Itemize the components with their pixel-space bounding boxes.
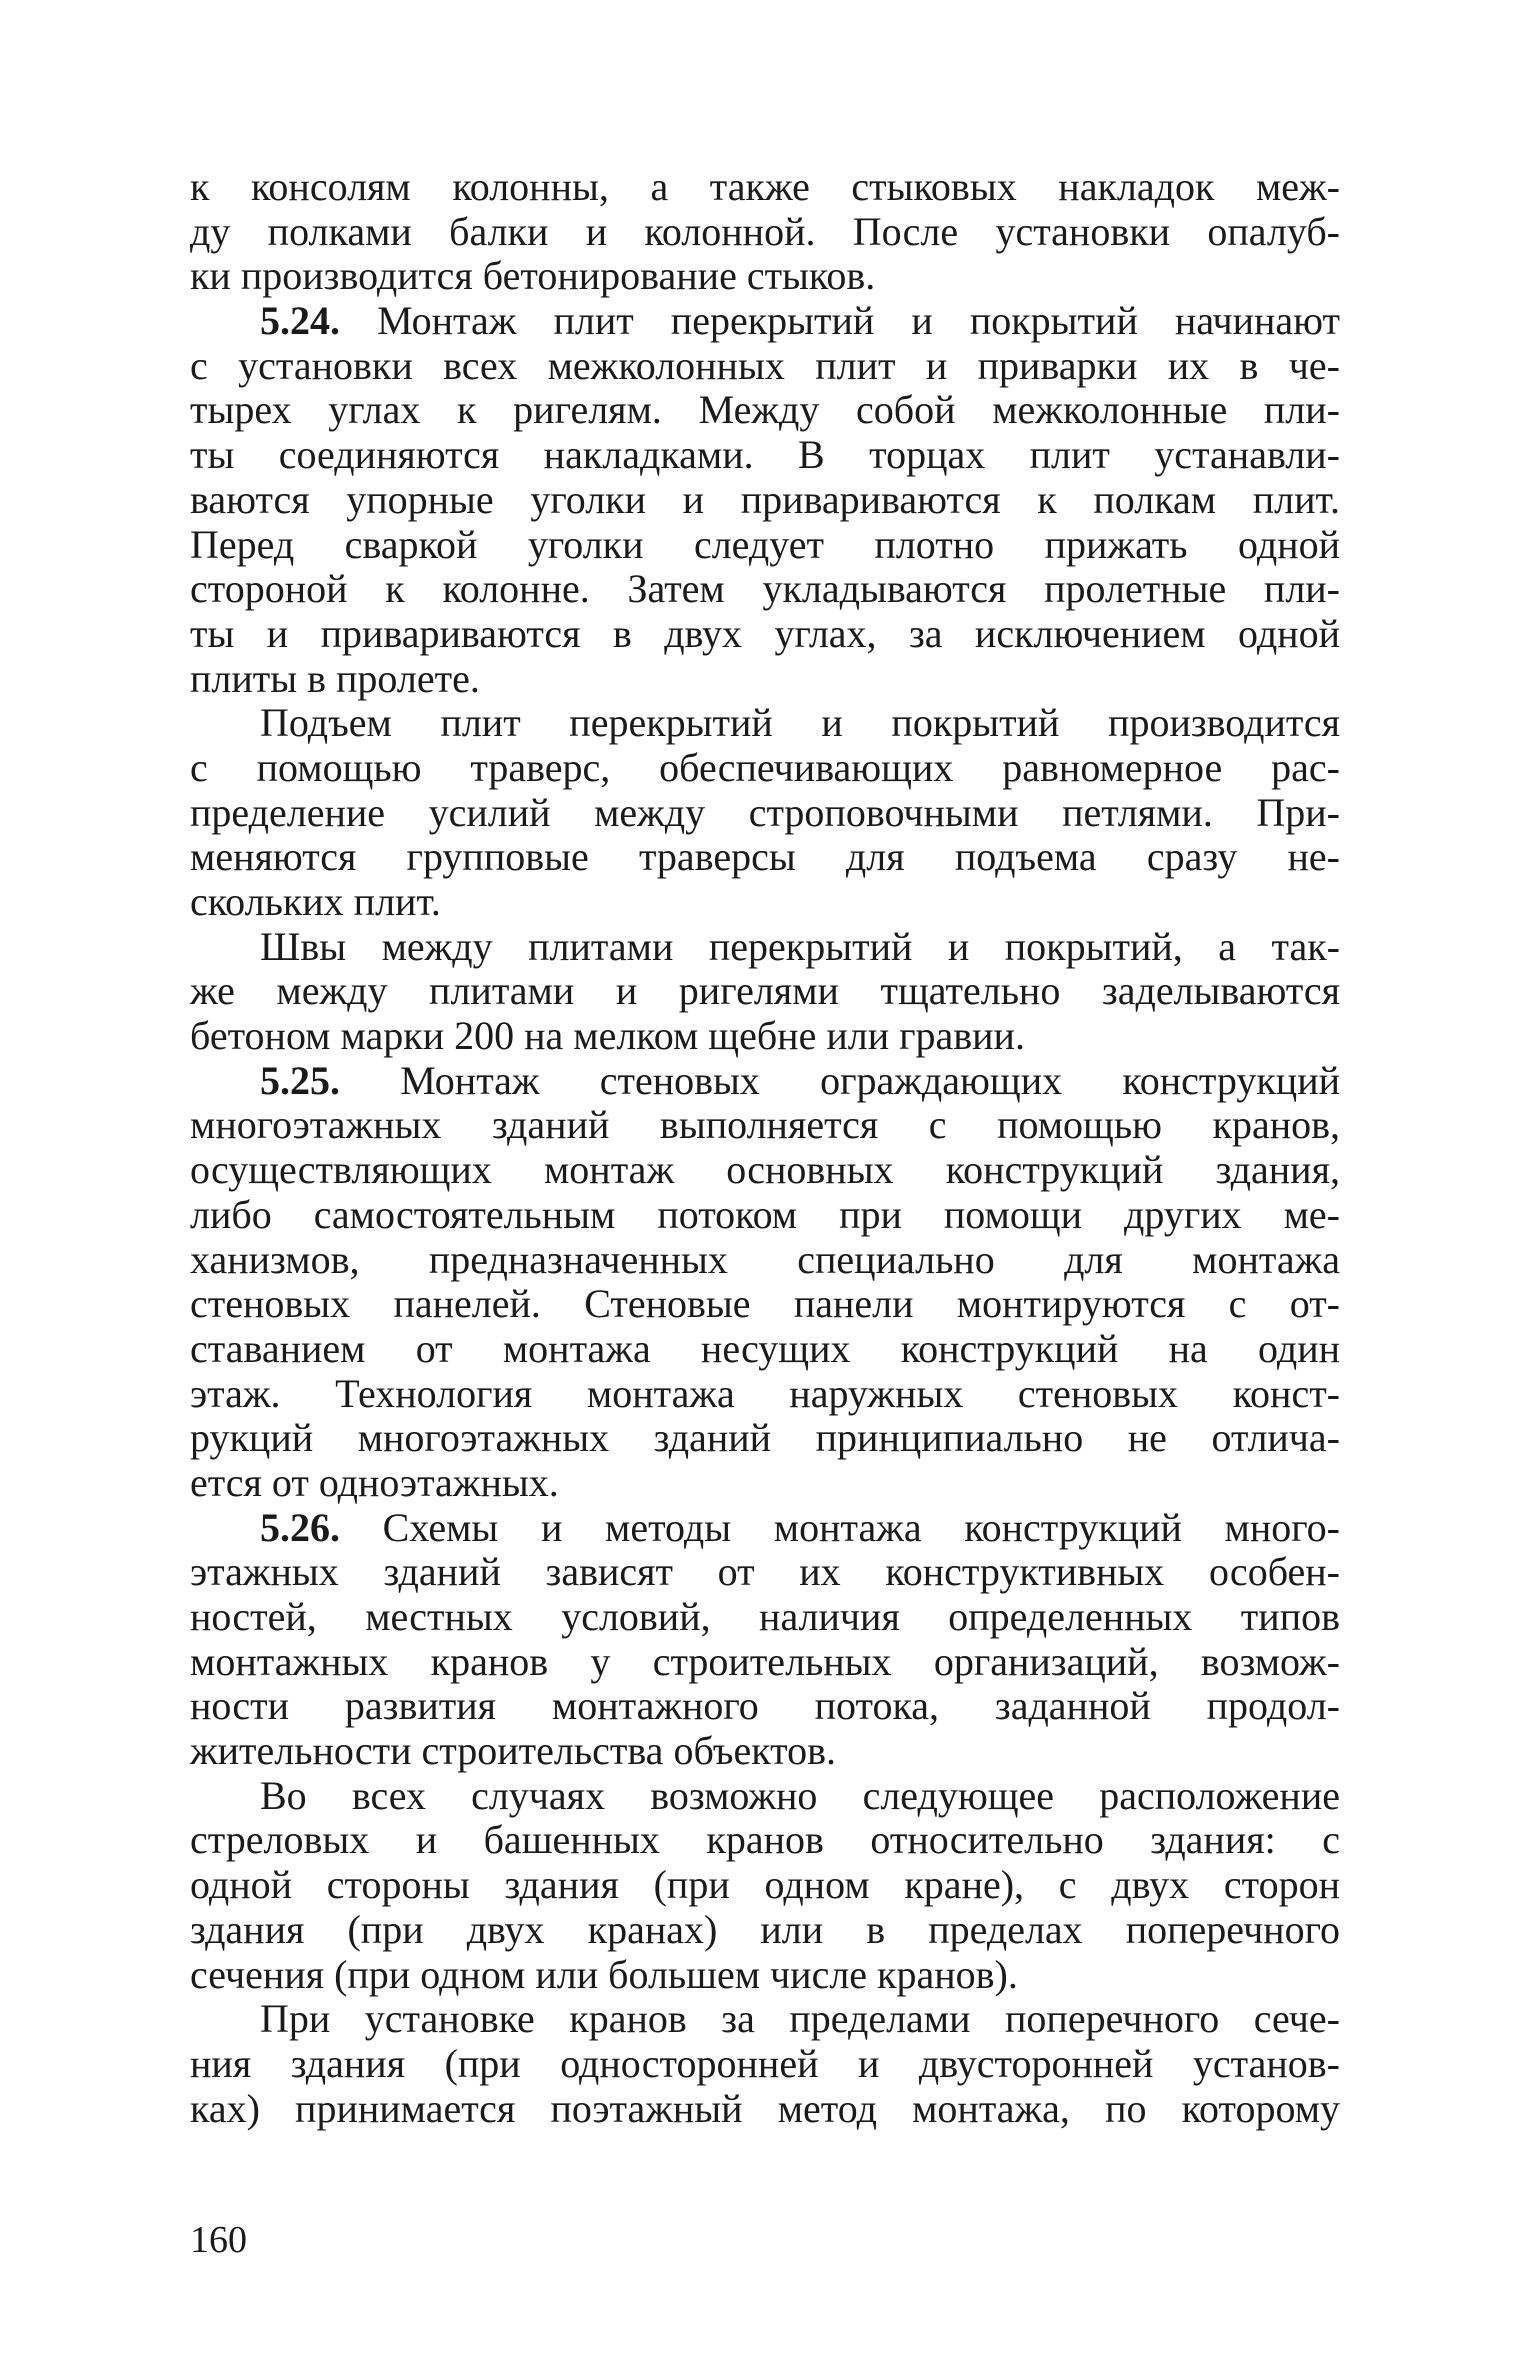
text-line xyxy=(190,835,1340,880)
line-text: этажных зданий зависят от их конструктивных особен- xyxy=(190,1549,1340,1595)
line-text: либо самостоятельным потоком при помощи других ме- xyxy=(190,1191,1340,1237)
line-text: Монтаж плит перекрытий и покрытий начинают xyxy=(340,298,1340,344)
line-text: ханизмов, предназначенных специально для монтажа xyxy=(190,1236,1340,1282)
line-text: осуществляющих монтаж основных конструкций здания, xyxy=(190,1147,1340,1193)
line-text: этаж. Технология монтажа наружных стеновых конст- xyxy=(190,1370,1340,1416)
line-text: монтажных кранов у строительных организаций, возмож- xyxy=(190,1638,1340,1684)
line-text: жительности строительства объектов. xyxy=(190,1728,836,1774)
line-text: же между плитами и ригелями тщательно заделываются xyxy=(190,968,1340,1014)
text-line xyxy=(190,880,1340,925)
text-line xyxy=(190,1953,1340,1998)
line-text: стороной к колонне. Затем укладываются пролетные пли- xyxy=(190,566,1340,612)
text-line xyxy=(190,254,1340,299)
line-text: ностей, местных условий, наличия определенных типов xyxy=(190,1594,1340,1639)
text-line xyxy=(190,388,1340,433)
text-line xyxy=(190,1238,1340,1283)
line-text: ки производится бетонирование стыков. xyxy=(190,253,876,299)
text-line xyxy=(190,165,1340,210)
line-text: тырех углах к ригелям. Между собой межколонные пли- xyxy=(190,387,1340,433)
text-line xyxy=(190,1193,1340,1238)
text-line xyxy=(190,1684,1340,1729)
text-line xyxy=(190,1595,1340,1640)
text-line xyxy=(190,1103,1340,1148)
line-text: рукций многоэтажных зданий принципиально не отлича- xyxy=(190,1415,1340,1461)
line-text: меняются групповые траверсы для подъема сразу не- xyxy=(190,834,1340,880)
page-number: 160 xyxy=(190,2219,247,2261)
text-line xyxy=(190,1416,1340,1461)
line-text: стеновых панелей. Стеновые панели монтируются с от- xyxy=(190,1281,1340,1327)
line-text: бетоном марки 200 на мелком щебне или гравии. xyxy=(190,1013,1025,1059)
text-line xyxy=(190,567,1340,612)
line-text: ния здания (при односторонней и двусторонней установ- xyxy=(190,2040,1340,2086)
text-line xyxy=(190,1774,1340,1819)
text-line xyxy=(190,1148,1340,1193)
line-text: стреловых и башенных кранов относительно здания: с xyxy=(190,1817,1340,1863)
text-line xyxy=(190,2087,1340,2132)
text-line xyxy=(190,1014,1340,1059)
text-line xyxy=(190,925,1340,970)
text-line xyxy=(190,969,1340,1014)
page-text xyxy=(190,165,1340,2131)
text-line xyxy=(190,1908,1340,1953)
text-line xyxy=(190,1863,1340,1908)
text-line xyxy=(190,1818,1340,1863)
text-line xyxy=(190,1997,1340,2042)
line-text: Монтаж стеновых ограждающих конструкций xyxy=(340,1057,1340,1103)
line-text: одной стороны здания (при одном кране), с двух сторон xyxy=(190,1862,1340,1908)
section-number: 5.26. xyxy=(260,1504,340,1550)
text-line xyxy=(190,1640,1340,1685)
text-line xyxy=(190,210,1340,255)
text-line xyxy=(190,1461,1340,1506)
text-line xyxy=(190,344,1340,389)
section-number: 5.25. xyxy=(260,1057,340,1103)
line-text: с установки всех межколонных плит и приварки их в че- xyxy=(190,342,1340,388)
text-line xyxy=(190,746,1340,791)
text-line xyxy=(190,1327,1340,1372)
text-line xyxy=(190,1550,1340,1595)
text-line xyxy=(190,1372,1340,1417)
section-number: 5.24. xyxy=(260,298,340,344)
text-line xyxy=(190,612,1340,657)
line-text: Швы между плитами перекрытий и покрытий, а так- xyxy=(260,923,1340,969)
line-text: скольких плит. xyxy=(190,879,441,924)
text-line xyxy=(190,433,1340,478)
line-text: Схемы и методы монтажа конструкций много- xyxy=(340,1504,1340,1550)
line-text: Во всех случаях возможно следующее расположение xyxy=(260,1772,1340,1818)
line-text: ду полками балки и колонной. После установки опалуб- xyxy=(190,208,1340,254)
line-text: ках) принимается поэтажный метод монтажа, по которому xyxy=(190,2085,1340,2131)
text-line xyxy=(190,1729,1340,1774)
line-text: сечения (при одном или большем числе кранов). xyxy=(190,1951,1018,1997)
text-line xyxy=(190,657,1340,702)
line-text: к консолям колонны, а также стыковых накладок меж- xyxy=(190,164,1340,209)
text-line xyxy=(190,478,1340,523)
text-line xyxy=(190,2042,1340,2087)
line-text: Перед сваркой уголки следует плотно прижать одной xyxy=(190,521,1340,567)
line-text: При установке кранов за пределами поперечного сече- xyxy=(260,1996,1340,2042)
text-line xyxy=(190,1506,1340,1551)
line-text: ется от одноэтажных. xyxy=(190,1459,559,1505)
line-text: ваются упорные уголки и привариваются к полкам плит. xyxy=(190,476,1340,522)
text-line xyxy=(190,791,1340,836)
line-text: с помощью траверс, обеспечивающих равномерное рас- xyxy=(190,744,1340,790)
line-text: ты соединяются накладками. В торцах плит устанавли- xyxy=(190,432,1340,478)
text-line xyxy=(190,1059,1340,1104)
text-line xyxy=(190,1282,1340,1327)
line-text: Подъем плит перекрытий и покрытий производится xyxy=(260,700,1340,746)
line-text: плиты в пролете. xyxy=(190,655,480,701)
line-text: многоэтажных зданий выполняется с помощью кранов, xyxy=(190,1102,1340,1148)
line-text: пределение усилий между строповочными петлями. При- xyxy=(190,789,1340,835)
text-line xyxy=(190,523,1340,568)
text-line xyxy=(190,701,1340,746)
line-text: ставанием от монтажа несущих конструкций на один xyxy=(190,1325,1340,1371)
text-line xyxy=(190,299,1340,344)
line-text: здания (при двух кранах) или в пределах поперечного xyxy=(190,1906,1340,1952)
line-text: ности развития монтажного потока, заданной продол- xyxy=(190,1683,1340,1729)
line-text: ты и привариваются в двух углах, за исключением одной xyxy=(190,610,1340,656)
